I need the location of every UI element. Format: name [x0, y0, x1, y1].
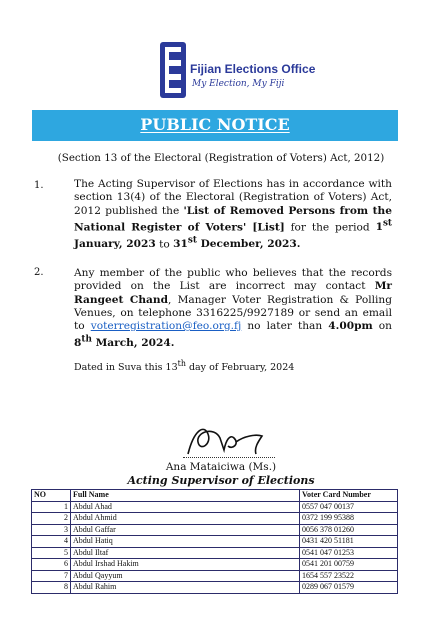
row-name: Abdul Iltaf	[71, 547, 300, 559]
notice-banner	[32, 110, 398, 141]
dated-line: Dated in Suva this 13th day of February, 2024	[74, 359, 295, 374]
table-row	[32, 536, 398, 548]
para-2-number: 2.	[34, 267, 44, 278]
deadline-date: 8th March, 2024.	[74, 334, 175, 350]
feo-logo	[160, 42, 316, 100]
table-row	[32, 559, 398, 571]
period-start: 1st January, 2023	[74, 218, 392, 251]
email-link[interactable]: voterregistration@feo.org.fj	[90, 320, 242, 333]
section-reference: (Section 13 of the Electoral (Registration of Voters) Act, 2012)	[57, 152, 385, 164]
row-card: 0541 201 00759	[300, 559, 398, 571]
row-name: Abdul Ahmid	[71, 513, 300, 525]
table-row	[32, 513, 398, 525]
row-no: 5	[32, 547, 71, 559]
signer-title: Acting Supervisor of Elections	[127, 474, 315, 487]
logo-title: Fijian Elections Office	[190, 62, 316, 76]
row-name: Abdul Irshad Hakim	[71, 559, 300, 571]
notice-heading: PUBLIC NOTICE	[140, 115, 290, 134]
row-no: 4	[32, 536, 71, 548]
feo-logo-mark-icon	[160, 42, 186, 98]
signature-line	[183, 457, 275, 458]
row-no: 3	[32, 524, 71, 536]
para-1-number: 1.	[34, 180, 44, 191]
row-card: 1654 557 23522	[300, 570, 398, 582]
header-no: NO	[32, 490, 71, 502]
row-name: Abdul Rahim	[71, 582, 300, 594]
removed-persons-table	[31, 489, 398, 594]
table-row	[32, 582, 398, 594]
table-row	[32, 570, 398, 582]
row-name: Abdul Gaffar	[71, 524, 300, 536]
row-no: 6	[32, 559, 71, 571]
row-card: 0541 047 01253	[300, 547, 398, 559]
table-row	[32, 501, 398, 513]
signer-name: Ana Mataiciwa (Ms.)	[165, 461, 277, 473]
para-1: The Acting Supervisor of Elections has in accordance with section 13(4) of the Electoral (Registration of Voters) Act, 2012 published the 'List of Removed Persons from the National Register of Voters' [List] for the period 1st January, 2023 to 31st December, 2023.	[74, 178, 392, 251]
row-name: Abdul Qayyum	[71, 570, 300, 582]
list-name: 'List of Removed Persons from the National Register of Voters' [List]	[74, 204, 392, 234]
row-card: 0289 067 01579	[300, 582, 398, 594]
row-name: Abdul Hatiq	[71, 536, 300, 548]
deadline-time: 4.00pm	[328, 320, 373, 333]
row-card: 0056 378 01260	[300, 524, 398, 536]
logo-tagline: My Election, My Fiji	[192, 79, 285, 89]
period-end: 31st December, 2023.	[173, 235, 301, 251]
row-no: 8	[32, 582, 71, 594]
row-name: Abdul Ahad	[71, 501, 300, 513]
signature-icon	[170, 420, 280, 460]
contact-name: Mr Rangeet Chand	[74, 280, 392, 306]
table-row	[32, 524, 398, 536]
table-row	[32, 547, 398, 559]
row-no: 1	[32, 501, 71, 513]
table-header-row	[32, 490, 398, 502]
row-card: 0431 420 51181	[300, 536, 398, 548]
header-full-name: Full Name	[71, 490, 300, 502]
row-no: 7	[32, 570, 71, 582]
header-voter-card: Voter Card Number	[300, 490, 398, 502]
para-2: Any member of the public who believes that the records provided on the List are incorrect may contact Mr Rangeet Chand, Manager Voter Registration & Polling Venues, on telephone 3316225/9927189 or send an email to voterregistration@feo.org.fj no later than 4.00pm on 8th March, 2024.	[74, 267, 392, 350]
row-no: 2	[32, 513, 71, 525]
row-card: 0372 199 95388	[300, 513, 398, 525]
row-card: 0557 047 00137	[300, 501, 398, 513]
